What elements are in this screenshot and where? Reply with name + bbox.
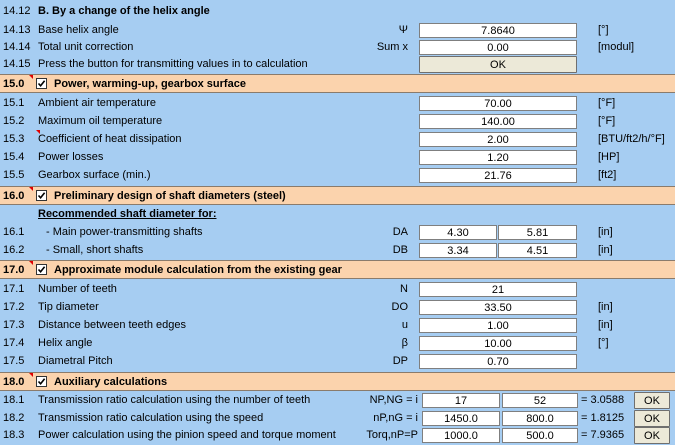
row-number: 15.4 [3,151,25,163]
section-title: Power, warming-up, gearbox surface [54,78,246,90]
check-icon [37,377,46,386]
row-symbol: NP,NG = i [369,394,418,406]
subsection-title: B. By a change of the helix angle [38,5,210,17]
row-symbol: u [401,319,408,331]
ratio-teeth-result: = 3.0588 [581,394,625,406]
small-shaft-min-value: 3.34 [419,243,497,258]
row-number: 15.2 [3,115,25,127]
row-number-of-teeth [0,280,675,299]
row-recommended-shaft-diameter [0,205,675,224]
gearbox-surface-value: 21.76 [419,168,577,183]
row-number: 18.3 [3,429,25,441]
row-number: 17.1 [3,283,25,295]
row-symbol: Sum x [376,41,408,53]
section-checkbox[interactable] [36,376,47,387]
number-of-teeth-input[interactable]: 21 [419,282,577,297]
ratio-speed-ng-input[interactable]: 800.0 [502,411,578,426]
row-symbol: DO [391,301,408,313]
row-symbol: DA [392,226,408,238]
row-label: Gearbox surface (min.) [38,169,151,181]
section-checkbox[interactable] [36,264,47,275]
small-shaft-max-value: 4.51 [498,243,577,258]
row-transmit-values [0,55,675,74]
section-18-header [0,372,675,391]
row-number: 15.5 [3,169,25,181]
row-symbol: β [401,337,408,349]
row-symbol: N [400,283,408,295]
row-ambient-air-temperature [0,94,675,113]
row-power-calculation [0,426,675,445]
helix-angle-input[interactable]: 10.00 [419,336,577,351]
row-label: Diametral Pitch [38,355,113,367]
power-torque-input[interactable]: 1000.0 [422,428,500,443]
power-losses-input[interactable]: 1.20 [419,150,577,165]
row-label: Number of teeth [38,283,117,295]
power-calculation-ok-button[interactable]: OK [634,427,670,444]
row-label: Helix angle [38,337,93,349]
row-number: 17.3 [3,319,25,331]
subsection-title: Recommended shaft diameter for: [38,208,217,220]
row-number: 14.12 [3,5,31,17]
section-number: 16.0 [3,190,25,202]
row-symbol: Ψ [398,24,408,36]
row-main-shafts [0,223,675,242]
row-label: Total unit correction [38,41,134,53]
row-label: Distance between teeth edges [38,319,186,331]
section-number: 15.0 [3,78,25,90]
row-label: Ambient air temperature [38,97,156,109]
section-title: Approximate module calculation from the existing gear [54,264,342,276]
row-number: 15.1 [3,97,25,109]
ratio-speed-ok-button[interactable]: OK [634,410,670,427]
row-tip-diameter [0,298,675,317]
row-label: - Small, short shafts [46,244,144,256]
row-label: Coefficient of heat dissipation [38,133,182,145]
check-icon [37,191,46,200]
ratio-teeth-np-input[interactable]: 17 [422,393,500,408]
row-heat-dissipation [0,130,675,149]
row-unit: [in] [598,319,613,331]
row-diametral-pitch [0,352,675,371]
section-checkbox[interactable] [36,190,47,201]
base-helix-angle-value[interactable]: 7.8640 [419,23,577,38]
row-maximum-oil-temperature [0,112,675,131]
row-label: Base helix angle [38,24,119,36]
row-14-12 [0,2,675,21]
row-number: 15.3 [3,133,25,145]
row-number: 18.2 [3,412,25,424]
ratio-teeth-ok-button[interactable]: OK [634,392,670,409]
section-title: Preliminary design of shaft diameters (steel) [54,190,286,202]
row-unit: [BTU/ft2/h/°F] [598,133,665,145]
row-number: 17.5 [3,355,25,367]
row-label: Transmission ratio calculation using the number of teeth [38,394,311,406]
heat-dissipation-input[interactable]: 2.00 [419,132,577,147]
row-unit: [in] [598,244,613,256]
ratio-speed-np-input[interactable]: 1450.0 [422,411,500,426]
ambient-air-temperature-input[interactable]: 70.00 [419,96,577,111]
row-symbol: nP,nG = i [373,412,418,424]
row-number: 16.1 [3,226,25,238]
section-title: Auxiliary calculations [54,376,168,388]
row-label: Power losses [38,151,104,163]
ratio-speed-result: = 1.8125 [581,412,625,424]
row-unit: [in] [598,301,613,313]
tip-diameter-input[interactable]: 33.50 [419,300,577,315]
section-16-header [0,186,675,205]
main-shaft-max-value: 5.81 [498,225,577,240]
row-number: 17.4 [3,337,25,349]
row-distance-between-teeth [0,316,675,335]
row-unit: [°F] [598,97,616,109]
row-label: Power calculation using the pinion speed and torque moment [38,429,336,441]
row-symbol: DP [392,355,408,367]
row-gearbox-surface [0,166,675,185]
maximum-oil-temperature-input[interactable]: 140.00 [419,114,577,129]
row-unit: [ft2] [598,169,617,181]
row-unit: [in] [598,226,613,238]
transmit-ok-button[interactable]: OK [419,56,577,73]
row-label: Transmission ratio calculation using the speed [38,412,264,424]
total-unit-correction-value[interactable]: 0.00 [419,40,577,55]
row-number: 14.14 [3,41,31,53]
row-helix-angle [0,334,675,353]
row-number: 16.2 [3,244,25,256]
ratio-teeth-ng-input[interactable]: 52 [502,393,578,408]
row-unit: [modul] [598,41,635,53]
row-unit: [°F] [598,115,616,127]
power-speed-input[interactable]: 500.0 [502,428,578,443]
row-label: Tip diameter [38,301,99,313]
distance-between-teeth-input[interactable]: 1.00 [419,318,577,333]
section-checkbox[interactable] [36,78,47,89]
row-number: 14.13 [3,24,31,36]
row-unit: [HP] [598,151,620,163]
row-label: Press the button for transmitting values in to calculation [38,58,308,70]
check-icon [37,265,46,274]
row-unit: [°] [598,337,609,349]
row-ratio-teeth [0,391,675,410]
diametral-pitch-value: 0.70 [419,354,577,369]
section-15-header [0,74,675,93]
row-unit: [°] [598,24,609,36]
section-17-header [0,260,675,279]
row-symbol: Torq,nP=P [366,429,418,441]
row-power-losses [0,148,675,167]
power-calculation-result: = 7.9365 [581,429,625,441]
row-label: - Main power-transmitting shafts [46,226,203,238]
main-shaft-min-value: 4.30 [419,225,497,240]
row-symbol: DB [392,244,408,256]
row-number: 14.15 [3,58,31,70]
check-icon [37,79,46,88]
row-number: 18.1 [3,394,25,406]
row-small-shafts [0,241,675,260]
row-label: Maximum oil temperature [38,115,163,127]
section-number: 18.0 [3,376,25,388]
section-number: 17.0 [3,264,25,276]
row-number: 17.2 [3,301,25,313]
